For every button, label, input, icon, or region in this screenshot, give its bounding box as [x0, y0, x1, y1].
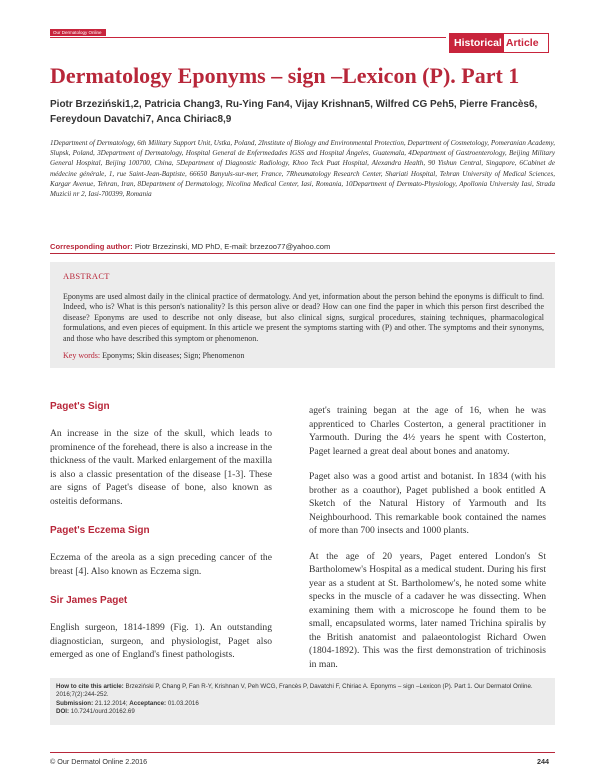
page-number: 244	[537, 757, 549, 766]
corresponding-text: Piotr Brzezinski, MD PhD, E-mail: brzezoo77@yahoo.com	[134, 242, 331, 251]
abstract-heading: ABSTRACT	[63, 271, 110, 281]
footer-copyright: © Our Dermatol Online 2.2016	[50, 757, 148, 766]
cite-text: Brzeziński P, Chang P, Fan R-Y, Krishnan V, Peh WCG, Francès P, Davatchi F, Chiriac A. Eponyms – sign –Lexicon (P). Part 1. Our Dermatol Online. 2016;7(2):244-252.	[56, 683, 533, 699]
section-heading-pagets-eczema-sign: Paget's Eczema Sign	[50, 525, 150, 536]
paragraph: aget's training began at the age of 16, when he was apprenticed to Charles Costerton, a general practitioner in Yarmouth. During the 4½ years he spent with Costerton, Paget learned a great deal about bones and anatomy.	[309, 405, 546, 457]
corresponding-label: Corresponding author:	[50, 242, 133, 251]
section-heading-pagets-sign: Paget's Sign	[50, 401, 110, 412]
paragraph: Paget also was a good artist and botanist. In 1834 (with his brother as a coauthor), Paget published a book entitled A Sketch of the Natural History of Yarmouth and Its Neighbourhood. This remarkable book contained the names of more than 700 insects and 1000 plants.	[309, 471, 546, 536]
submission-date: 21.12.2014;	[94, 699, 128, 707]
doi-label: DOI:	[56, 708, 70, 716]
article-type-badge	[449, 33, 549, 53]
author-list: Piotr Brzeziński1,2, Patricia Chang3, Ru-Ying Fan4, Vijay Krishnan5, Wilfred CG Peh5, Pierre Francès6, Fereydoun Davatchi7, Anca Chiriac8,9	[50, 99, 538, 125]
abstract-body: Eponyms are used almost daily in the clinical practice of dermatology. And yet, information about the person behind the eponyms is difficult to find. Indeed, who is? What is this person's nationality? Is this person alive or dead? How can one find the paper in which this person first described the disease? Eponyms are used to describe not only disease, but also clinical signs, surgical procedures, staining techniques, pharmacological formulations, and even pieces of equipment. In this article we present the symptoms starting with (P) and other. The symptoms and their synonyms, and those who have described this symptom or phenomenon.	[63, 292, 544, 343]
section-heading-sir-james-paget: Sir James Paget	[50, 595, 128, 606]
divider	[50, 253, 555, 254]
badge-article: Article	[504, 34, 543, 52]
left-column	[50, 400, 272, 678]
cite-label: How to cite this article:	[56, 683, 124, 690]
footer-rule	[50, 752, 555, 753]
keywords	[63, 350, 544, 361]
paragraph: At the age of 20 years, Paget entered London's St Bartholomew's Hospital as a medical student. During his first year as a student at St. Bartholomew's, he noted some white specks in the muscle of a cadaver he was dissecting. When examining them with a microscope he found them to be small, encapsulated worms, later named Trichina spiralis by the British anatomist and palaeontologist Richard Owen (1804-1892). This was the first demonstration of trichinosis in man.	[309, 550, 546, 670]
corresponding-author	[50, 241, 555, 252]
top-rule	[50, 37, 446, 38]
submission-label: Submission:	[56, 699, 94, 707]
keywords-text: Eponyms; Skin diseases; Sign; Phenomenon	[102, 351, 245, 360]
citation-box	[50, 678, 555, 725]
affiliations: 1Department of Dermatology, 6th Military Support Unit, Ustka, Poland, 2Institute of Biology and Environmental Protection, Department of Cosmetology, Pomeranian Academy, Slupsk, Poland, 3Department of Dermatology, Hospital General de Enfermedades IGSS and Hospital Ángeles, Guatemala, 4Department of Gastroenterology, Beijing Military General Hospital, Beijing 100700, China, 5Department of Diagnostic Radiology, Khoo Teck Puat Hospital, Alexandra Health, 90 Yishun Central, Singapore, 6Cabinet de médecine générale, 1, rue Saint-Jean-Baptiste, 66650 Banyuls-sur-mer, France, 7Rheumatology Research Center, Shariati Hospital, Tehran University of Medical Sciences, Kargar Avenue, Tehran, Iran, 8Department of Dermatology, Nicolina Medical Center, Iasi, Romania, 10Department of Dermato-Physiology, Apollonia University Iasi, Strada Muzicii nr 2, Iasi-700399, Romania	[50, 139, 555, 199]
acceptance-label: Acceptance:	[129, 699, 167, 707]
acceptance-date: 01.03.2016	[167, 699, 199, 707]
section-text-pagets-sign: An increase in the size of the skull, which leads to prominence of the forehead, there is also a increase in the thickness of the vault. Marked enlargement of the maxilla is also a classic presentation of the disease [1-3]. These are signs of Paget's disease of bone, also known as osteitis deformans.	[50, 428, 272, 507]
submission-dates	[56, 700, 549, 708]
badge-historical: Historical	[450, 34, 504, 52]
how-to-cite	[56, 683, 549, 700]
right-column	[309, 404, 546, 683]
section-text-sir-james-paget: English surgeon, 1814-1899 (Fig. 1). An outstanding diagnostician, surgeon, and physiologist, Paget also emerged as one of England's finest pathologists.	[50, 622, 272, 660]
section-text-pagets-eczema-sign: Eczema of the areola as a sign preceding cancer of the breast [4]. Also known as Eczema sign.	[50, 552, 272, 577]
doi	[56, 708, 549, 716]
article-title: Dermatology Eponyms – sign –Lexicon (P). Part 1	[50, 63, 520, 88]
journal-tag: Our Dermatology Online	[50, 29, 106, 36]
keywords-label: Key words:	[63, 351, 101, 360]
doi-link[interactable]: 10.7241/ourd.20162.69	[70, 708, 135, 716]
